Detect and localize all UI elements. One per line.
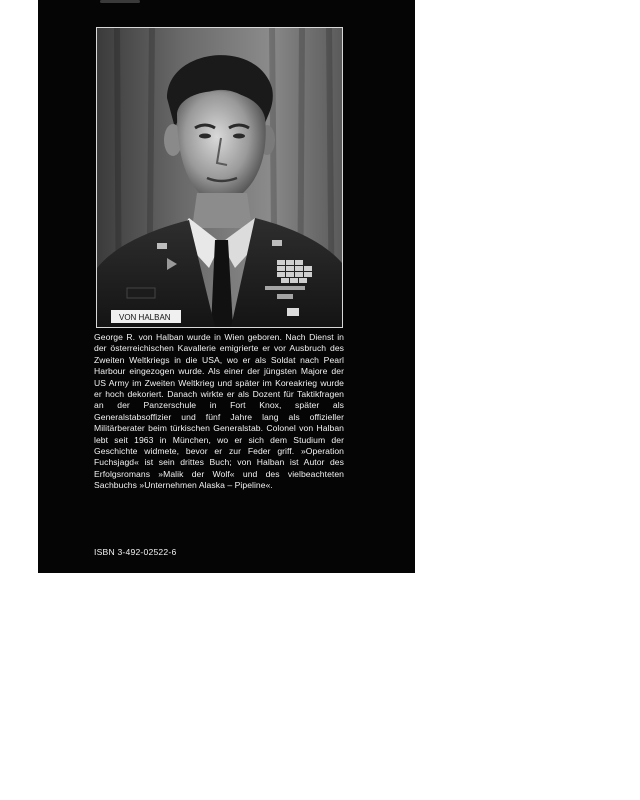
isbn-number: ISBN 3-492-02522-6 xyxy=(94,547,177,557)
author-photo xyxy=(96,27,343,328)
author-biography: George R. von Halban wurde in Wien geboren. Nach Dienst in der österreichischen Kavallerie emigrierte er vor Ausbruch des Zweiten Weltkriegs in die USA, wo er als Soldat nach Pearl Harbour eingezogen wurde. Als einer der jüngsten Majore der US Army im Zweiten Weltkrieg und später im Koreakrieg wurde er hoch dekoriert. Danach wirkte er als Dozent für Taktikfragen an der Panzerschule in Fort Knox, später als Generalstabsoffizier und fünf Jahre lang als offizieller Militärberater beim türkischen Generalstab. Colonel von Halban lebt seit 1963 in München, wo er sich dem Studium der Geschichte widmete, bevor er zur Feder griff. »Operation Fuchsjagd« ist sein drittes Buch; von Halban ist Autor des Erfolgsromans »Malik der Wolf« und des vielbeachteten Sachbuchs »Unternehmen Alaska – Pipeline«. xyxy=(94,332,344,491)
scan-artifact xyxy=(100,0,140,3)
name-tag: VON HALBAN xyxy=(119,313,171,322)
